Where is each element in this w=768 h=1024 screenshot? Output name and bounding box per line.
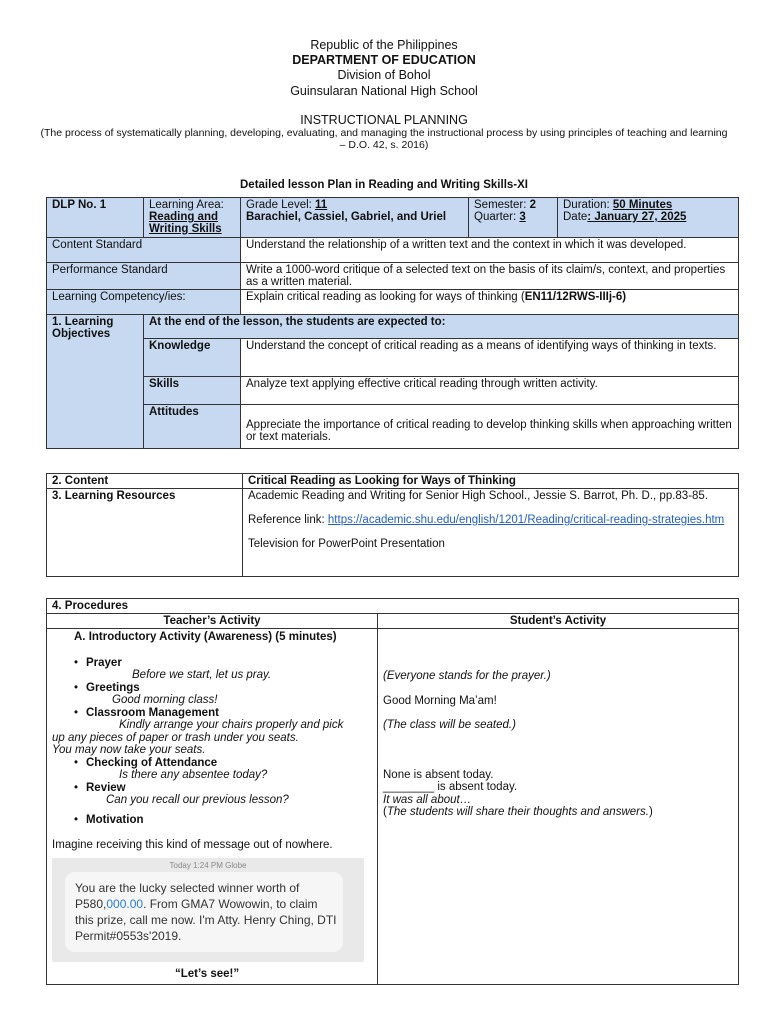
- student-none-absent: None is absent today.: [383, 768, 494, 781]
- sms-bubble: [65, 872, 343, 952]
- review-label: Review: [86, 781, 126, 794]
- content-label: 2. Content: [47, 474, 243, 489]
- content-value: Critical Reading as Looking for Ways of Thinking: [243, 474, 739, 489]
- attitudes-label: Attitudes: [144, 405, 241, 449]
- bullet-icon: •: [73, 681, 79, 694]
- knowledge-value: Understand the concept of critical reading as a means of identifying ways of thinking in texts.: [241, 339, 739, 377]
- planning-description: (The process of systematically planning, developing, evaluating, and managing the instructional process by using principles of teaching and learning – D.O. 42, s. 2016): [40, 127, 728, 151]
- review-line: Can you recall our previous lesson?: [106, 794, 289, 806]
- student-prayer: (Everyone stands for the prayer.): [383, 670, 551, 682]
- content-resources-table: [46, 473, 739, 577]
- duration-cell: [558, 198, 739, 238]
- quarter-value: 3: [519, 211, 526, 223]
- grade-label: Grade Level:: [246, 199, 316, 211]
- republic-line: Republic of the Philippines: [310, 38, 458, 52]
- sms-amount-link: 000.00: [106, 896, 144, 911]
- date-label: Date: [563, 211, 588, 223]
- lesson-info-table: [46, 197, 739, 449]
- date-value: : January 27, 2025: [587, 211, 687, 223]
- duration-value: 50 Minutes: [612, 199, 673, 211]
- sms-message: [75, 880, 337, 944]
- tv-resource: Television for PowerPoint Presentation: [248, 538, 445, 550]
- share-open-paren: (: [383, 806, 387, 818]
- division-line: Division of Bohol: [337, 68, 431, 82]
- attendance-item: [52, 757, 372, 770]
- procedures-label: 4. Procedures: [47, 599, 739, 614]
- knowledge-label: Knowledge: [144, 339, 241, 377]
- prayer-item: [52, 657, 372, 670]
- teacher-activity-cell: [47, 629, 378, 985]
- share-text: The students will share their thoughts and answers.: [386, 806, 649, 818]
- quarter-label: Quarter:: [474, 211, 520, 223]
- department-line: DEPARTMENT OF EDUCATION: [292, 53, 476, 67]
- skills-value: Analyze text applying effective critical reading through written activity.: [241, 377, 739, 405]
- classroom-label: Classroom Management: [86, 706, 219, 719]
- sms-message-part-2: . From GMA7 Wowowin, to claim this prize, call me now. I'm Atty. Henry Ching, DTI Permit#0553s'2019.: [75, 896, 337, 943]
- attitudes-value: Appreciate the importance of critical reading to develop thinking skills when approaching written or text materials.: [241, 405, 739, 449]
- resources-cell: [243, 489, 739, 577]
- motivation-item: [52, 814, 372, 827]
- bullet-icon: •: [73, 781, 79, 794]
- introductory-activity: A. Introductory Activity (Awareness) (5 minutes): [74, 631, 337, 643]
- bullet-icon: •: [73, 656, 79, 669]
- student-activity-cell: [378, 629, 739, 985]
- classroom-item: [52, 707, 372, 720]
- teacher-activity-header: Teacher’s Activity: [47, 614, 378, 629]
- imagine-line: Imagine receiving this kind of message out of nowhere.: [52, 839, 333, 851]
- bullet-icon: •: [73, 756, 79, 769]
- learning-area-label: Learning Area:: [149, 199, 224, 211]
- reference-label: Reference link:: [248, 514, 328, 526]
- classroom-line-2: up any pieces of paper or trash under you seats.: [52, 731, 299, 744]
- bullet-icon: •: [73, 813, 79, 826]
- performance-standard-label: Performance Standard: [47, 263, 241, 290]
- sms-screenshot: [52, 858, 364, 962]
- learning-area-cell: [144, 198, 241, 238]
- competency-code: EN11/12RWS-IIIj-6): [524, 291, 627, 303]
- greetings-label: Greetings: [86, 681, 140, 694]
- review-item: [52, 782, 372, 795]
- prayer-label: Prayer: [86, 656, 122, 669]
- semester-value: 2: [529, 199, 537, 211]
- grade-cell: [241, 198, 469, 238]
- reference-line: [248, 514, 733, 526]
- planning-title: INSTRUCTIONAL PLANNING: [300, 113, 468, 127]
- lets-see-line: “Let’s see!”: [175, 967, 240, 980]
- resources-book: Academic Reading and Writing for Senior High School., Jessie S. Barrot, Ph. D., pp.83-85.: [248, 490, 709, 502]
- share-close-paren: ): [648, 806, 653, 818]
- lesson-title: Detailed lesson Plan in Reading and Writing Skills-XI: [240, 179, 528, 191]
- objectives-intro: At the end of the lesson, the students are expected to:: [144, 315, 739, 339]
- greetings-item: [52, 682, 372, 695]
- student-share: [383, 806, 733, 819]
- competency-label: Learning Competency/ies:: [47, 290, 241, 315]
- grade-value: 11: [315, 199, 328, 211]
- semester-label: Semester:: [474, 199, 530, 211]
- resources-label: 3. Learning Resources: [47, 489, 243, 577]
- duration-label: Duration:: [563, 199, 613, 211]
- student-it-was: It was all about…: [383, 793, 472, 806]
- learning-area-value: Reading and Writing Skills: [149, 211, 222, 235]
- attendance-line: Is there any absentee today?: [119, 769, 268, 781]
- classroom-line-3: You may now take your seats.: [52, 744, 206, 756]
- competency-cell: [241, 290, 739, 315]
- sms-message-part-1: You are the lucky selected winner worth of P580,: [75, 880, 300, 911]
- prayer-line: Before we start, let us pray.: [132, 669, 272, 681]
- objectives-label: 1. Learning Objectives: [47, 315, 144, 449]
- attendance-label: Checking of Attendance: [86, 756, 218, 769]
- semester-cell: [469, 198, 558, 238]
- student-seated: (The class will be seated.): [383, 719, 516, 731]
- skills-label: Skills: [144, 377, 241, 405]
- dlp-number: DLP No. 1: [47, 198, 144, 238]
- greetings-line: Good morning class!: [112, 694, 218, 706]
- performance-standard-value: Write a 1000-word critique of a selected text on the basis of its claim/s, context, and properties as a written material.: [241, 263, 739, 290]
- motivation-label: Motivation: [86, 813, 144, 826]
- classroom-line-1: Kindly arrange your chairs properly and pick: [119, 719, 344, 731]
- group-names: Barachiel, Cassiel, Gabriel, and Uriel: [246, 211, 447, 223]
- student-greeting: Good Morning Ma’am!: [383, 694, 497, 707]
- bullet-icon: •: [73, 706, 79, 719]
- sms-timestamp: Today 1:24 PM Globe: [169, 860, 247, 870]
- student-activity-header: Student’s Activity: [378, 614, 739, 629]
- school-line: Guinsularan National High School: [290, 84, 478, 98]
- content-standard-label: Content Standard: [47, 238, 241, 263]
- procedures-table: [46, 598, 739, 985]
- student-absent: ________ is absent today.: [383, 781, 518, 793]
- competency-value: Explain critical reading as looking for ways of thinking (: [246, 291, 525, 303]
- content-standard-value: Understand the relationship of a written text and the context in which it was developed.: [241, 238, 739, 263]
- reference-link[interactable]: https://academic.shu.edu/english/1201/Reading/critical-reading-strategies.htm: [327, 514, 725, 526]
